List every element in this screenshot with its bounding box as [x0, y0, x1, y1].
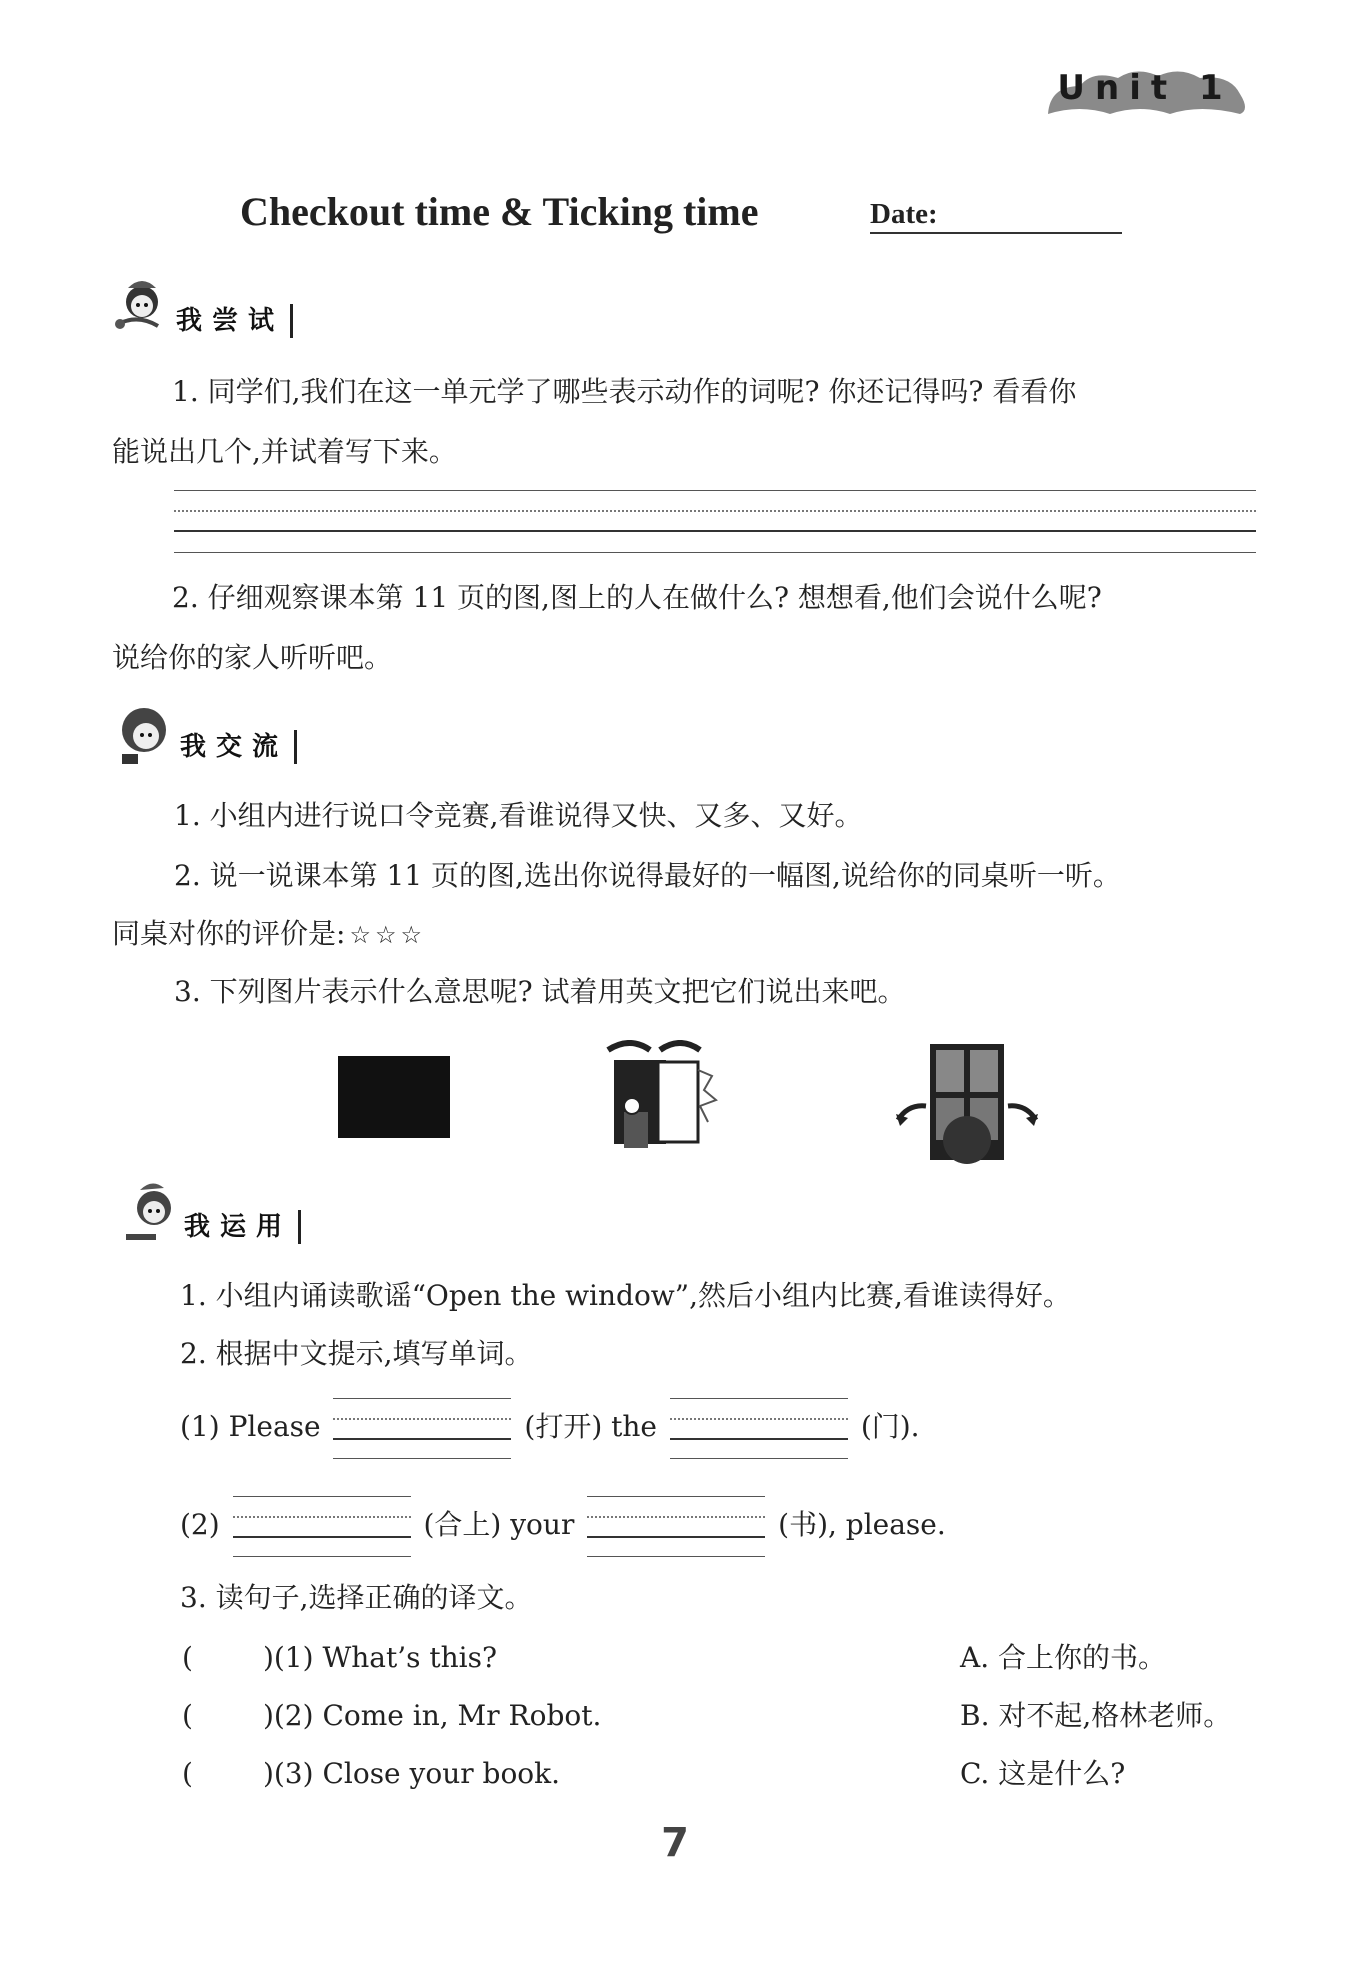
s2-q2-line2-row [112, 914, 422, 955]
answer-paren-close: ) [262, 1641, 274, 1674]
girl-mascot-icon [108, 274, 178, 344]
answer-line-dotted[interactable] [174, 510, 1256, 512]
section-label: 我尝试 [176, 304, 293, 338]
star-outline-icon[interactable]: ☆ [374, 921, 397, 949]
section-label: 我运用 [184, 1210, 301, 1244]
blank-book[interactable] [587, 1496, 765, 1558]
blank-open[interactable] [333, 1398, 511, 1460]
unit-banner [1040, 64, 1250, 120]
page-title: Checkout time & Ticking time [240, 189, 759, 234]
s2-q3: 3. 下列图片表示什么意思呢? 试着用英文把它们说出来吧。 [174, 975, 906, 1008]
fill-num: (2) [180, 1508, 220, 1541]
date-input-line[interactable] [870, 232, 1122, 234]
s1-q2-line1: 2. 仔细观察课本第 11 页的图,图上的人在做什么? 想想看,他们会说什么呢? [172, 581, 1102, 614]
blackboard-picture [338, 1056, 450, 1138]
fill-text: (合上) your [423, 1508, 575, 1541]
answer-paren-close: ) [262, 1699, 274, 1732]
fill-text: Please [228, 1410, 321, 1443]
section-header-apply [116, 1180, 376, 1240]
open-book-picture [600, 1040, 718, 1152]
match-option: C. 这是什么? [960, 1757, 1126, 1790]
s1-q2-line2: 说给你的家人听听吧。 [112, 641, 393, 674]
match-option: A. 合上你的书。 [960, 1641, 1167, 1674]
fill-row-1 [180, 1392, 920, 1462]
fill-num: (1) [180, 1410, 220, 1443]
section-header-communicate [112, 700, 372, 760]
match-num: (3) [273, 1757, 314, 1790]
star-outline-icon[interactable]: ☆ [349, 921, 371, 949]
match-row [182, 1638, 497, 1678]
date-label: Date: [870, 198, 938, 230]
answer-line-base[interactable] [174, 530, 1256, 532]
match-option: B. 对不起,格林老师。 [960, 1699, 1232, 1732]
s1-q1-line2: 能说出几个,并试着写下来。 [112, 435, 457, 468]
fill-text: (门). [860, 1410, 920, 1443]
match-num: (1) [273, 1641, 314, 1674]
match-sentence: What’s this? [322, 1641, 498, 1674]
boy-mascot-icon [112, 700, 182, 770]
unit-label: Unit 1 [1057, 68, 1233, 108]
answer-line-top [174, 490, 1256, 491]
answer-paren-open[interactable]: ( [182, 1699, 193, 1732]
match-sentence: Close your book. [322, 1757, 561, 1790]
section-header-try [108, 274, 368, 334]
s3-q1: 1. 小组内诵读歌谣“Open the window”,然后小组内比赛,看谁读得好。 [180, 1279, 1071, 1312]
s2-q2-line2: 同桌对你的评价是: [112, 917, 346, 950]
girl-mascot-icon [116, 1180, 186, 1250]
open-window-picture [892, 1040, 1042, 1168]
answer-paren-close: ) [262, 1757, 274, 1790]
blank-close[interactable] [233, 1496, 411, 1558]
fill-row-2 [180, 1490, 946, 1560]
s1-q1-line1: 1. 同学们,我们在这一单元学了哪些表示动作的词呢? 你还记得吗? 看看你 [172, 375, 1077, 408]
section-label: 我交流 [180, 730, 297, 764]
match-sentence: Come in, Mr Robot. [322, 1699, 602, 1732]
answer-line-bottom [174, 552, 1256, 553]
match-num: (2) [273, 1699, 314, 1732]
answer-paren-open[interactable]: ( [182, 1757, 193, 1790]
fill-text: (书), please. [778, 1508, 946, 1541]
match-row [182, 1754, 560, 1794]
match-row [182, 1696, 601, 1736]
s3-q2: 2. 根据中文提示,填写单词。 [180, 1337, 533, 1370]
s2-q1: 1. 小组内进行说口令竞赛,看谁说得又快、又多、又好。 [174, 799, 863, 832]
star-outline-icon[interactable]: ☆ [400, 921, 422, 949]
s3-q3: 3. 读句子,选择正确的译文。 [180, 1581, 533, 1614]
rating-stars[interactable] [345, 917, 422, 950]
s2-q2-line1: 2. 说一说课本第 11 页的图,选出你说得最好的一幅图,说给你的同桌听一听。 [174, 859, 1121, 892]
answer-paren-open[interactable]: ( [182, 1641, 193, 1674]
blank-door[interactable] [670, 1398, 848, 1460]
page-number: 7 [661, 1820, 689, 1866]
fill-text: (打开) the [524, 1410, 657, 1443]
